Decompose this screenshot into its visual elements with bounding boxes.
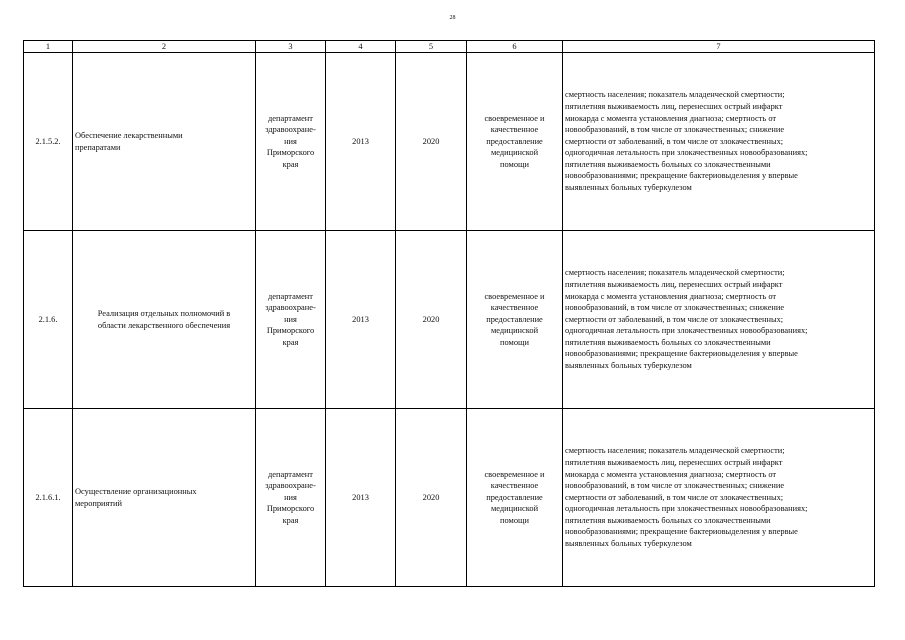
indicator-line: пятилетняя выживаемость лиц, перенесших острый инфаркт	[565, 279, 783, 289]
activity-name-line: области лекарственного обеспечения	[97, 320, 231, 330]
indicator-line: одногодичная летальность при злокачественных новообразованиях;	[565, 504, 808, 514]
indicator-line: новообразований, в том числе от злокачественных; снижение	[565, 125, 785, 135]
executor-line: ния	[284, 136, 297, 146]
page-number: 28	[449, 15, 456, 21]
expected-result-line: помощи	[500, 159, 529, 169]
program-activities-table	[23, 40, 875, 587]
executor-line: края	[282, 337, 299, 347]
end-year-cell: 2020	[396, 53, 467, 231]
expected-result-cell	[467, 53, 563, 231]
executor-line: здравоохране-	[265, 481, 316, 491]
start-year-cell: 2013	[326, 231, 396, 409]
activity-name-line: препаратами	[75, 142, 121, 152]
indicator-line: смертности от заболеваний, в том числе от злокачественных;	[565, 492, 784, 502]
header-cell: 2	[73, 41, 256, 53]
indicator-line: миокарда с момента установления диагноза; смертность от	[565, 113, 777, 123]
executor-line: края	[282, 159, 299, 169]
end-year-cell: 2020	[396, 409, 467, 587]
activity-name-line: Обеспечение лекарственными	[75, 130, 183, 140]
item-number-cell: 2.1.6.	[24, 231, 73, 409]
start-year-cell: 2013	[326, 53, 396, 231]
indicator-line: смертность населения; показатель младенческой смертности;	[565, 268, 785, 278]
indicator-line: выявленных больных туберкулезом	[565, 539, 692, 549]
activity-name-line: Реализация отдельных полномочий в	[97, 308, 231, 318]
start-year-cell: 2013	[326, 409, 396, 587]
item-number-cell: 2.1.6.1.	[24, 409, 73, 587]
executor-line: Приморского	[266, 326, 315, 336]
indicator-line: смертности от заболеваний, в том числе от злокачественных;	[565, 314, 784, 324]
executor-line: здравоохране-	[265, 125, 316, 135]
indicator-line: пятилетняя выживаемость больных со злокачественными	[565, 515, 771, 525]
header-cell: 7	[563, 41, 875, 53]
executor-line: департамент	[268, 291, 313, 301]
indicators-cell	[563, 53, 875, 231]
indicators-cell	[563, 409, 875, 587]
expected-result-line: качественное	[490, 481, 539, 491]
indicator-line: пятилетняя выживаемость лиц, перенесших острый инфаркт	[565, 101, 783, 111]
executor-line: ния	[284, 492, 297, 502]
executor-cell	[256, 53, 326, 231]
expected-result-line: своевременное и	[484, 113, 545, 123]
header-cell: 5	[396, 41, 467, 53]
expected-result-line: предоставление	[486, 136, 543, 146]
activity-name-line: мероприятий	[75, 498, 123, 508]
indicator-line: новообразованиями; прекращение бактериовыделения у впервые	[565, 171, 798, 181]
executor-line: ния	[284, 314, 297, 324]
end-year-cell: 2020	[396, 231, 467, 409]
indicators-cell	[563, 231, 875, 409]
indicator-line: новообразованиями; прекращение бактериовыделения у впервые	[565, 349, 798, 359]
indicator-line: новообразованиями; прекращение бактериовыделения у впервые	[565, 527, 798, 537]
activity-name-cell	[73, 409, 256, 587]
expected-result-line: медицинской	[490, 326, 539, 336]
indicator-line: смертность населения; показатель младенческой смертности;	[565, 90, 785, 100]
expected-result-line: медицинской	[490, 504, 539, 514]
expected-result-line: помощи	[500, 515, 529, 525]
indicator-line: смертности от заболеваний, в том числе от злокачественных;	[565, 136, 784, 146]
header-cell: 3	[256, 41, 326, 53]
expected-result-line: помощи	[500, 337, 529, 347]
header-cell: 6	[467, 41, 563, 53]
activity-name-cell	[73, 231, 256, 409]
expected-result-cell	[467, 409, 563, 587]
expected-result-line: качественное	[490, 303, 539, 313]
indicator-line: выявленных больных туберкулезом	[565, 361, 692, 371]
indicator-line: выявленных больных туберкулезом	[565, 183, 692, 193]
indicator-line: новообразований, в том числе от злокачественных; снижение	[565, 303, 785, 313]
table-row	[24, 231, 875, 409]
table-row	[24, 409, 875, 587]
header-row	[24, 41, 875, 53]
indicator-line: пятилетняя выживаемость лиц, перенесших острый инфаркт	[565, 457, 783, 467]
indicator-line: пятилетняя выживаемость больных со злокачественными	[565, 159, 771, 169]
expected-result-line: медицинской	[490, 148, 539, 158]
executor-cell	[256, 409, 326, 587]
indicator-line: смертность населения; показатель младенческой смертности;	[565, 446, 785, 456]
indicator-line: миокарда с момента установления диагноза; смертность от	[565, 291, 777, 301]
indicator-line: одногодичная летальность при злокачественных новообразованиях;	[565, 148, 808, 158]
header-cell: 4	[326, 41, 396, 53]
expected-result-line: предоставление	[486, 492, 543, 502]
expected-result-line: предоставление	[486, 314, 543, 324]
indicator-line: пятилетняя выживаемость больных со злокачественными	[565, 337, 771, 347]
executor-line: департамент	[268, 469, 313, 479]
activity-name-cell	[73, 53, 256, 231]
item-number-cell: 2.1.5.2.	[24, 53, 73, 231]
header-cell: 1	[24, 41, 73, 53]
activity-name-line: Осуществление организационных	[75, 486, 197, 496]
expected-result-line: своевременное и	[484, 469, 545, 479]
expected-result-line: своевременное и	[484, 291, 545, 301]
executor-line: Приморского	[266, 148, 315, 158]
table-row	[24, 53, 875, 231]
executor-line: края	[282, 515, 299, 525]
executor-line: Приморского	[266, 504, 315, 514]
executor-line: здравоохране-	[265, 303, 316, 313]
executor-cell	[256, 231, 326, 409]
indicator-line: новообразований, в том числе от злокачественных; снижение	[565, 481, 785, 491]
executor-line: департамент	[268, 113, 313, 123]
expected-result-cell	[467, 231, 563, 409]
indicator-line: миокарда с момента установления диагноза; смертность от	[565, 469, 777, 479]
expected-result-line: качественное	[490, 125, 539, 135]
indicator-line: одногодичная летальность при злокачественных новообразованиях;	[565, 326, 808, 336]
